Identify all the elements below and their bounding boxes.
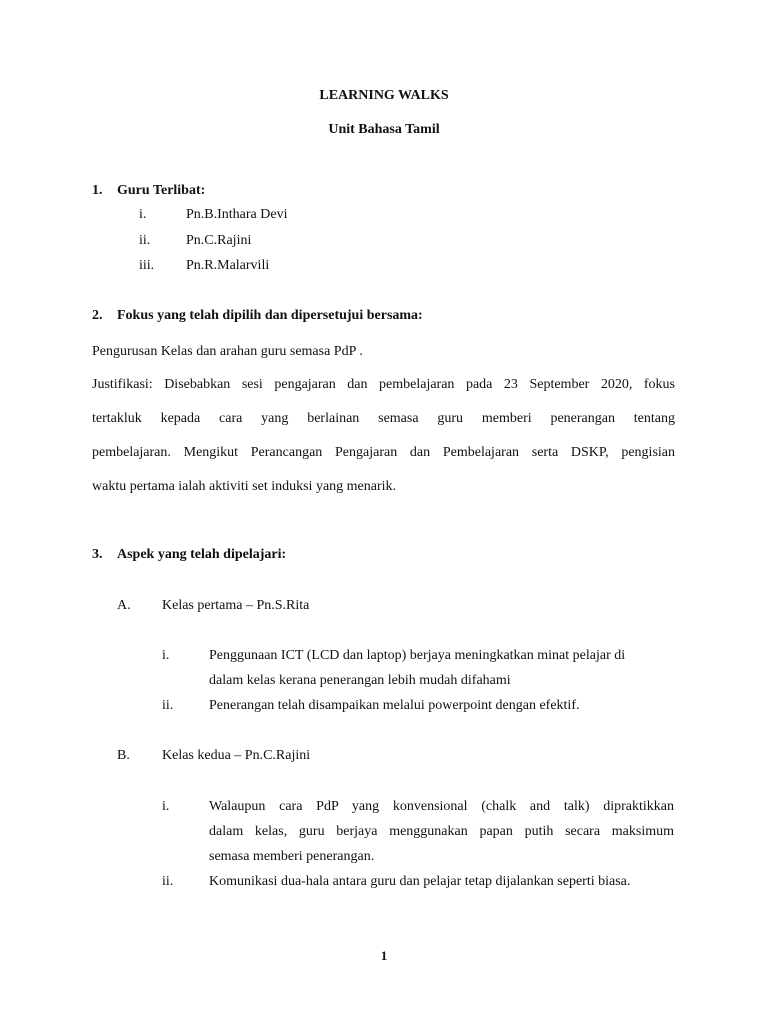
class-a-title: Kelas pertama – Pn.S.Rita [162, 598, 310, 613]
justification-line-1: Justifikasi: Disebabkan sesi pengajaran dan pembelajaran pada 23 September 2020, fokus [92, 377, 675, 392]
section3-heading: Aspek yang telah dipelajari: [117, 547, 287, 562]
class-b-item-1-line-1: Walaupun cara PdP yang konvensional (chalk and talk) dipraktikkan [209, 799, 674, 814]
section2-number: 2. [92, 308, 103, 323]
class-a-item-num-1: i. [162, 648, 170, 663]
class-a-item-num-2: ii. [162, 698, 174, 713]
teacher-name-3: Pn.R.Malarvili [186, 258, 270, 273]
justification-line-2: tertakluk kepada cara yang berlainan semasa guru memberi penerangan tentang [92, 411, 675, 426]
section1-number: 1. [92, 183, 103, 198]
teacher-num-3: iii. [139, 258, 155, 273]
teacher-num-2: ii. [139, 233, 151, 248]
class-b-item-1-line-3: semasa memberi penerangan. [209, 849, 375, 864]
page-number: 1 [380, 948, 388, 963]
justification-line-3: pembelajaran. Mengikut Perancangan Pengajaran dan Pembelajaran serta DSKP, pengisian [92, 445, 675, 460]
focus-text: Pengurusan Kelas dan arahan guru semasa PdP . [92, 344, 363, 359]
justification-line-4: waktu pertama ialah aktiviti set induksi yang menarik. [92, 479, 397, 494]
teacher-name-2: Pn.C.Rajini [186, 233, 252, 248]
section3-number: 3. [92, 547, 103, 562]
class-a-letter: A. [117, 598, 131, 613]
class-b-title: Kelas kedua – Pn.C.Rajini [162, 748, 311, 763]
teacher-num-1: i. [139, 207, 147, 222]
document-title: LEARNING WALKS [319, 88, 449, 103]
document-subtitle: Unit Bahasa Tamil [328, 122, 440, 137]
class-b-item-1-line-2: dalam kelas, guru berjaya menggunakan papan putih secara maksimum [209, 824, 674, 839]
class-b-item-num-1: i. [162, 799, 170, 814]
class-a-item-2-line-1: Penerangan telah disampaikan melalui powerpoint dengan efektif. [209, 698, 580, 713]
class-b-item-2-line-1: Komunikasi dua-hala antara guru dan pelajar tetap dijalankan seperti biasa. [209, 874, 631, 889]
class-b-letter: B. [117, 748, 130, 763]
teacher-name-1: Pn.B.Inthara Devi [186, 207, 288, 222]
class-a-item-1-line-2: dalam kelas kerana penerangan lebih mudah difahami [209, 673, 511, 688]
section2-heading: Fokus yang telah dipilih dan dipersetujui bersama: [117, 308, 423, 323]
class-a-item-1-line-1: Penggunaan ICT (LCD dan laptop) berjaya meningkatkan minat pelajar di [209, 648, 626, 663]
class-b-item-num-2: ii. [162, 874, 174, 889]
section1-heading: Guru Terlibat: [117, 183, 206, 198]
